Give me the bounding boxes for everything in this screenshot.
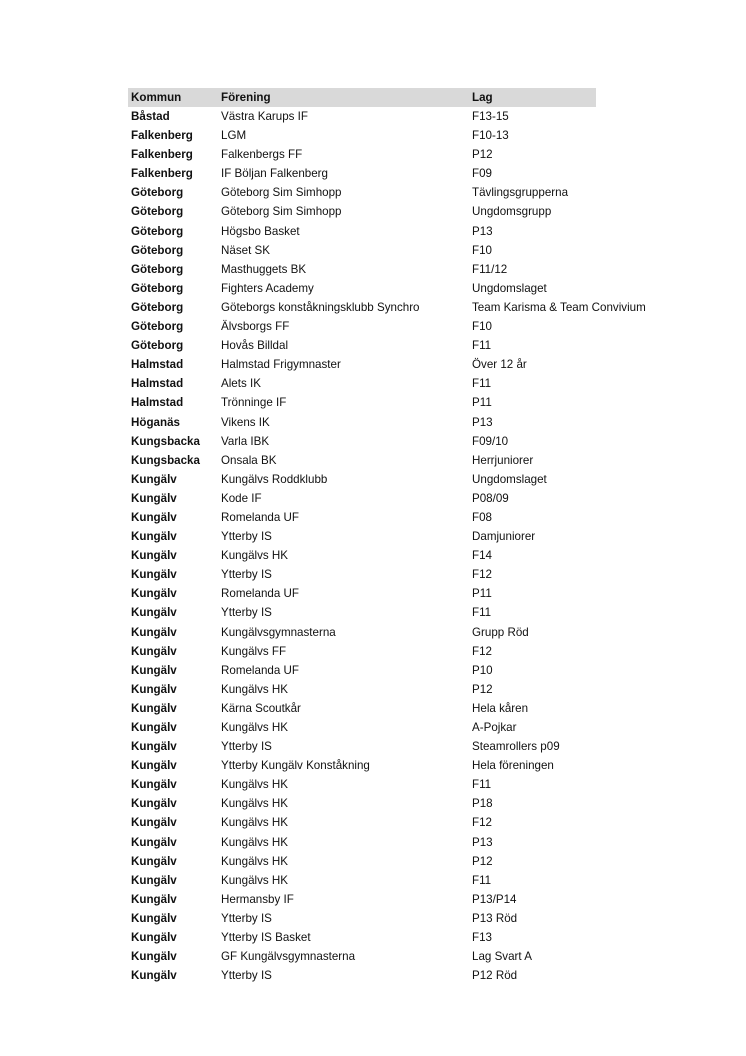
table-row bbox=[128, 298, 688, 317]
cell-kommun: Kungälv bbox=[131, 682, 177, 696]
table-row bbox=[128, 222, 688, 241]
table-row bbox=[128, 508, 688, 527]
cell-forening: Högsbo Basket bbox=[221, 224, 300, 238]
cell-forening: Halmstad Frigymnaster bbox=[221, 358, 341, 372]
cell-kommun: Kungälv bbox=[131, 835, 177, 849]
table-header-row bbox=[128, 88, 688, 107]
table-row bbox=[128, 107, 688, 126]
cell-forening: Ytterby IS bbox=[221, 740, 272, 754]
cell-kommun: Kungälv bbox=[131, 701, 177, 715]
cell-kommun: Göteborg bbox=[131, 281, 184, 295]
cell-forening: Romelanda UF bbox=[221, 587, 299, 601]
cell-lag: Ungdomsgrupp bbox=[472, 205, 552, 219]
cell-forening: Kungälvs HK bbox=[221, 778, 289, 792]
table-row bbox=[128, 546, 688, 565]
cell-kommun: Kungälv bbox=[131, 625, 177, 639]
table-row bbox=[128, 336, 688, 355]
cell-kommun: Kungälv bbox=[131, 472, 177, 486]
table-row bbox=[128, 584, 688, 603]
cell-kommun: Kungälv bbox=[131, 816, 177, 830]
cell-lag: F12 bbox=[472, 816, 492, 830]
cell-forening: Kungälvs HK bbox=[221, 816, 289, 830]
cell-forening: Ytterby IS Basket bbox=[221, 931, 311, 945]
cell-forening: LGM bbox=[221, 129, 247, 143]
cell-kommun: Göteborg bbox=[131, 300, 184, 314]
cell-lag: P12 bbox=[472, 854, 493, 868]
cell-kommun: Kungälv bbox=[131, 873, 177, 887]
cell-kommun: Kungälv bbox=[131, 931, 177, 945]
cell-lag: F11 bbox=[472, 778, 492, 792]
table-row bbox=[128, 661, 688, 680]
cell-forening: Ytterby IS bbox=[221, 530, 272, 544]
cell-kommun: Göteborg bbox=[131, 205, 184, 219]
cell-lag: F09/10 bbox=[472, 434, 509, 448]
cell-kommun: Göteborg bbox=[131, 262, 184, 276]
cell-forening: Kode IF bbox=[221, 491, 262, 505]
table-row bbox=[128, 565, 688, 584]
table-row bbox=[128, 260, 688, 279]
table-body bbox=[128, 107, 688, 985]
table-row bbox=[128, 871, 688, 890]
cell-forening: Näset SK bbox=[221, 243, 270, 257]
cell-forening: Romelanda UF bbox=[221, 663, 299, 677]
cell-lag: P11 bbox=[472, 396, 492, 410]
cell-kommun: Falkenberg bbox=[131, 148, 193, 162]
table-row bbox=[128, 642, 688, 661]
cell-kommun: Kungsbacka bbox=[131, 434, 200, 448]
table-row bbox=[128, 527, 688, 546]
cell-forening: Ytterby IS bbox=[221, 969, 272, 983]
cell-lag: F13-15 bbox=[472, 110, 509, 123]
table-row bbox=[128, 413, 688, 432]
cell-lag: P12 bbox=[472, 148, 493, 162]
table-row bbox=[128, 699, 688, 718]
cell-forening: Romelanda UF bbox=[221, 510, 299, 524]
cell-lag: Ungdomslaget bbox=[472, 281, 547, 295]
cell-kommun: Kungälv bbox=[131, 759, 177, 773]
table-row bbox=[128, 241, 688, 260]
table-row bbox=[128, 183, 688, 202]
cell-forening: Varla IBK bbox=[221, 434, 270, 448]
table-row bbox=[128, 718, 688, 737]
cell-lag: P13 bbox=[472, 224, 493, 238]
table-row bbox=[128, 126, 688, 145]
cell-lag: P10 bbox=[472, 663, 493, 677]
cell-forening: Kungälvsgymnasterna bbox=[221, 625, 336, 639]
cell-forening: Göteborgs konståkningsklubb Synchro bbox=[221, 300, 420, 314]
table-row bbox=[128, 451, 688, 470]
cell-lag: Grupp Röd bbox=[472, 625, 529, 639]
cell-lag: F10 bbox=[472, 243, 492, 257]
cell-forening: Vikens IK bbox=[221, 415, 270, 429]
cell-forening: Masthuggets BK bbox=[221, 262, 307, 276]
cell-kommun: Kungsbacka bbox=[131, 453, 200, 467]
table-row bbox=[128, 909, 688, 928]
cell-forening: Kungälvs HK bbox=[221, 682, 289, 696]
cell-lag: P11 bbox=[472, 587, 492, 601]
cell-kommun: Göteborg bbox=[131, 243, 184, 257]
cell-forening: Göteborg Sim Simhopp bbox=[221, 205, 342, 219]
cell-forening: Hovås Billdal bbox=[221, 339, 289, 353]
cell-lag: F11 bbox=[472, 873, 492, 887]
cell-lag: P12 Röd bbox=[472, 969, 518, 983]
table-row bbox=[128, 374, 688, 393]
cell-kommun: Falkenberg bbox=[131, 167, 193, 181]
table-row bbox=[128, 317, 688, 336]
cell-kommun: Kungälv bbox=[131, 740, 177, 754]
cell-lag: A-Pojkar bbox=[472, 721, 517, 734]
cell-forening: Onsala BK bbox=[221, 453, 277, 467]
cell-lag: F12 bbox=[472, 568, 492, 582]
cell-lag: F08 bbox=[472, 510, 492, 524]
cell-forening: Hermansby IF bbox=[221, 892, 294, 906]
cell-forening: Falkenbergs FF bbox=[221, 148, 303, 162]
cell-kommun: Halmstad bbox=[131, 377, 184, 391]
cell-lag: P12 bbox=[472, 682, 493, 696]
cell-forening: Trönninge IF bbox=[221, 396, 287, 410]
cell-lag: P13 bbox=[472, 835, 493, 849]
cell-kommun: Halmstad bbox=[131, 396, 184, 410]
cell-lag: Hela föreningen bbox=[472, 759, 554, 773]
cell-lag: P13/P14 bbox=[472, 892, 517, 906]
cell-lag: F11 bbox=[472, 377, 492, 391]
cell-kommun: Höganäs bbox=[131, 415, 180, 429]
table-row bbox=[128, 623, 688, 642]
cell-kommun: Kungälv bbox=[131, 644, 177, 658]
table-row bbox=[128, 794, 688, 813]
cell-lag: P13 bbox=[472, 415, 493, 429]
cell-forening: Fighters Academy bbox=[221, 281, 314, 295]
table-row bbox=[128, 393, 688, 412]
team-table bbox=[128, 88, 688, 985]
cell-kommun: Kungälv bbox=[131, 491, 177, 505]
cell-forening: Kungälvs Roddklubb bbox=[221, 472, 328, 486]
cell-lag: P13 Röd bbox=[472, 911, 518, 925]
cell-lag: Lag Svart A bbox=[472, 950, 532, 964]
cell-forening: Kungälvs HK bbox=[221, 549, 289, 563]
table-row bbox=[128, 279, 688, 298]
cell-kommun: Kungälv bbox=[131, 854, 177, 868]
cell-lag: F13 bbox=[472, 931, 492, 945]
cell-lag: F10 bbox=[472, 320, 492, 334]
cell-forening: Ytterby IS bbox=[221, 568, 272, 582]
cell-kommun: Kungälv bbox=[131, 606, 177, 620]
header-background bbox=[128, 88, 596, 107]
table-row bbox=[128, 432, 688, 451]
cell-forening: Kungälvs HK bbox=[221, 854, 289, 868]
cell-forening: GF Kungälvsgymnasterna bbox=[221, 950, 356, 964]
table-row bbox=[128, 947, 688, 966]
table-row bbox=[128, 813, 688, 832]
table-row bbox=[128, 470, 688, 489]
cell-lag: Tävlingsgrupperna bbox=[472, 186, 569, 200]
header-forening: Förening bbox=[221, 91, 271, 104]
cell-forening: Kungälvs HK bbox=[221, 835, 289, 849]
cell-kommun: Kungälv bbox=[131, 892, 177, 906]
cell-lag: P08/09 bbox=[472, 491, 509, 505]
cell-forening: Kungälvs HK bbox=[221, 873, 289, 887]
cell-lag: F10-13 bbox=[472, 129, 509, 143]
cell-forening: Älvsborgs FF bbox=[221, 320, 290, 334]
cell-kommun: Kungälv bbox=[131, 549, 177, 563]
cell-forening: Ytterby Kungälv Konståkning bbox=[221, 759, 370, 773]
cell-forening: Ytterby IS bbox=[221, 911, 272, 925]
table-row bbox=[128, 775, 688, 794]
cell-kommun: Kungälv bbox=[131, 568, 177, 582]
cell-kommun: Kungälv bbox=[131, 663, 177, 677]
cell-kommun: Göteborg bbox=[131, 224, 184, 238]
table-row bbox=[128, 489, 688, 508]
cell-kommun: Kungälv bbox=[131, 721, 177, 734]
cell-lag: F09 bbox=[472, 167, 492, 181]
header-lag: Lag bbox=[472, 91, 493, 104]
table-row bbox=[128, 680, 688, 699]
cell-lag: P18 bbox=[472, 797, 493, 811]
cell-lag: F11 bbox=[472, 606, 492, 620]
table-row bbox=[128, 966, 688, 985]
cell-lag: Ungdomslaget bbox=[472, 472, 547, 486]
cell-kommun: Kungälv bbox=[131, 510, 177, 524]
table-row bbox=[128, 928, 688, 947]
cell-kommun: Båstad bbox=[131, 110, 170, 123]
cell-lag: Över 12 år bbox=[472, 358, 527, 372]
table-row bbox=[128, 756, 688, 775]
table-row bbox=[128, 145, 688, 164]
cell-lag: Team Karisma & Team Convivium bbox=[472, 300, 646, 314]
cell-kommun: Kungälv bbox=[131, 587, 177, 601]
cell-lag: Hela kåren bbox=[472, 701, 529, 715]
cell-lag: F12 bbox=[472, 644, 492, 658]
table-row bbox=[128, 890, 688, 909]
table-row bbox=[128, 355, 688, 374]
cell-forening: Kungälvs FF bbox=[221, 644, 287, 658]
cell-kommun: Kungälv bbox=[131, 530, 177, 544]
cell-kommun: Kungälv bbox=[131, 950, 177, 964]
cell-lag: F11/12 bbox=[472, 262, 508, 276]
cell-kommun: Göteborg bbox=[131, 186, 184, 200]
cell-forening: Kungälvs HK bbox=[221, 721, 289, 734]
table-row bbox=[128, 603, 688, 622]
table-row bbox=[128, 852, 688, 871]
table-row bbox=[128, 833, 688, 852]
cell-forening: Göteborg Sim Simhopp bbox=[221, 186, 342, 200]
cell-forening: IF Böljan Falkenberg bbox=[221, 167, 328, 181]
cell-kommun: Kungälv bbox=[131, 969, 177, 983]
cell-lag: F14 bbox=[472, 549, 492, 563]
cell-kommun: Kungälv bbox=[131, 778, 177, 792]
header-kommun: Kommun bbox=[131, 91, 182, 104]
cell-lag: Damjuniorer bbox=[472, 530, 536, 544]
cell-forening: Västra Karups IF bbox=[221, 110, 308, 123]
cell-lag: Herrjuniorer bbox=[472, 453, 534, 467]
table-row bbox=[128, 164, 688, 183]
table-row bbox=[128, 202, 688, 221]
cell-kommun: Kungälv bbox=[131, 911, 177, 925]
cell-forening: Alets IK bbox=[221, 377, 261, 391]
cell-forening: Ytterby IS bbox=[221, 606, 272, 620]
cell-kommun: Kungälv bbox=[131, 797, 177, 811]
cell-forening: Kärna Scoutkår bbox=[221, 701, 301, 715]
table-row bbox=[128, 737, 688, 756]
cell-kommun: Falkenberg bbox=[131, 129, 193, 143]
cell-forening: Kungälvs HK bbox=[221, 797, 289, 811]
cell-lag: F11 bbox=[472, 339, 492, 353]
cell-kommun: Göteborg bbox=[131, 320, 184, 334]
cell-lag: Steamrollers p09 bbox=[472, 740, 560, 754]
cell-kommun: Halmstad bbox=[131, 358, 184, 372]
cell-kommun: Göteborg bbox=[131, 339, 184, 353]
